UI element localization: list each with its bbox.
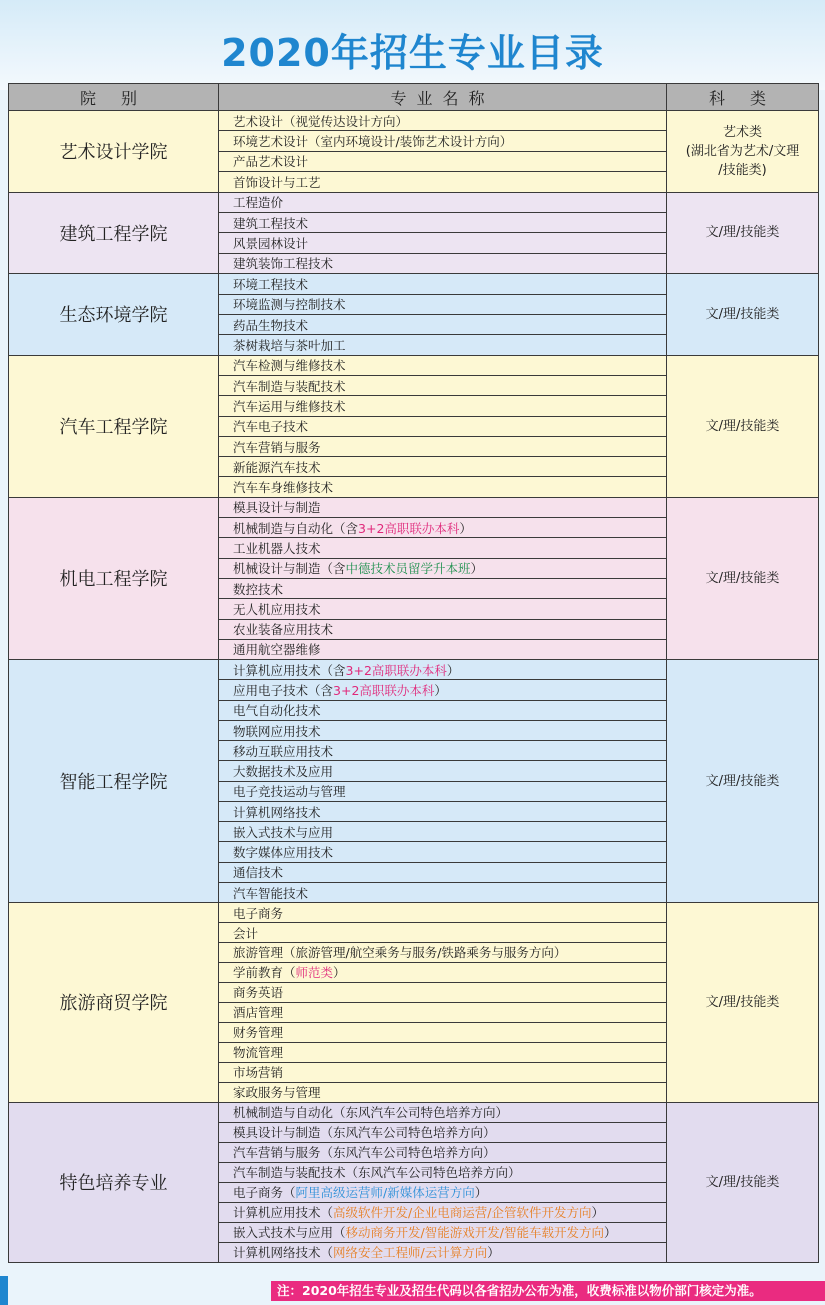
category-line: 文/理/技能类 — [705, 570, 780, 586]
major-name — [219, 1182, 667, 1202]
category-line: /技能类) — [718, 162, 767, 178]
category-line: 文/理/技能类 — [705, 418, 780, 434]
major-text: 应用电子技术（含 — [233, 683, 334, 699]
major-name — [219, 1082, 667, 1102]
major-name — [219, 416, 667, 436]
major-text: 财务管理 — [233, 1025, 284, 1041]
major-name — [219, 274, 667, 294]
table-header-row — [9, 84, 819, 111]
category-cell — [667, 660, 819, 903]
header-major: 专业名称 — [219, 84, 667, 111]
major-text: 农业装备应用技术 — [233, 622, 334, 638]
major-name — [219, 375, 667, 395]
major-text: 计算机网络技术（ — [233, 1245, 334, 1261]
college-name: 生态环境学院 — [9, 274, 219, 356]
major-text: 机械制造与自动化（含 — [233, 520, 359, 536]
major-name — [219, 1202, 667, 1222]
major-text: 嵌入式技术与应用 — [233, 824, 334, 840]
major-text: 产品艺术设计 — [233, 154, 309, 170]
category-line: 文/理/技能类 — [705, 306, 780, 322]
major-suffix: ） — [487, 1245, 500, 1261]
major-name — [219, 578, 667, 598]
major-text: 商务英语 — [233, 985, 284, 1001]
category-line: 文/理/技能类 — [705, 994, 780, 1010]
major-name — [219, 497, 667, 517]
major-text: 汽车电子技术 — [233, 419, 309, 435]
major-text: 汽车智能技术 — [233, 885, 309, 901]
major-name — [219, 233, 667, 253]
major-name — [219, 1142, 667, 1162]
major-suffix: ） — [591, 1205, 604, 1221]
major-text: 计算机应用技术（含 — [233, 662, 346, 678]
major-name — [219, 1162, 667, 1182]
major-text: 汽车运用与维修技术 — [233, 398, 346, 414]
major-name — [219, 842, 667, 862]
major-name — [219, 294, 667, 314]
major-text: 汽车营销与服务 — [233, 439, 321, 455]
major-name — [219, 761, 667, 781]
major-text: 环境监测与控制技术 — [233, 297, 346, 313]
major-name — [219, 477, 667, 497]
major-text: 计算机网络技术 — [233, 804, 321, 820]
major-text: 电子商务（ — [233, 1185, 296, 1201]
major-note: 网络安全工程师/云计算方向 — [333, 1245, 488, 1261]
major-note: 3+2高职联办本科 — [345, 662, 447, 678]
major-text: 移动互联应用技术 — [233, 743, 334, 759]
major-name — [219, 619, 667, 639]
major-text: 环境工程技术 — [233, 276, 309, 292]
major-name — [219, 172, 667, 192]
table-row — [9, 111, 819, 131]
category-line: 文/理/技能类 — [705, 1174, 780, 1190]
major-text: 风景园林设计 — [233, 236, 309, 252]
major-name — [219, 660, 667, 680]
major-name — [219, 720, 667, 740]
major-text: 环境艺术设计（室内环境设计/装饰艺术设计方向） — [233, 134, 513, 150]
corner-decoration — [0, 1276, 8, 1305]
table-row — [9, 497, 819, 517]
major-suffix: ） — [333, 965, 346, 981]
major-text: 数控技术 — [233, 581, 284, 597]
major-note: 阿里高级运营师/新媒体运营方向 — [295, 1185, 475, 1201]
major-text: 大数据技术及应用 — [233, 764, 334, 780]
major-suffix: ） — [603, 1225, 617, 1241]
major-text: 学前教育（ — [233, 965, 296, 981]
major-name — [219, 538, 667, 558]
major-name — [219, 741, 667, 761]
major-text: 药品生物技术 — [233, 317, 309, 333]
major-note: 高级软件开发/企业电商运营/企管软件开发方向 — [333, 1205, 592, 1221]
college-name: 艺术设计学院 — [9, 111, 219, 193]
major-name — [219, 639, 667, 659]
major-text: 汽车车身维修技术 — [233, 480, 334, 496]
major-name — [219, 982, 667, 1002]
major-name — [219, 518, 667, 538]
major-name — [219, 862, 667, 882]
college-name: 旅游商贸学院 — [9, 903, 219, 1102]
major-text: 汽车制造与装配技术 — [233, 378, 346, 394]
major-suffix: ） — [470, 561, 484, 577]
category-cell — [667, 274, 819, 356]
major-text: 工业机器人技术 — [233, 541, 321, 556]
major-name — [219, 457, 667, 477]
major-text: 电子竞技运动与管理 — [233, 784, 346, 800]
major-text: 物流管理 — [233, 1045, 284, 1061]
major-name — [219, 700, 667, 720]
table-row — [9, 1102, 819, 1122]
college-name: 特色培养专业 — [9, 1102, 219, 1262]
major-note: 中德技术员留学升本班 — [345, 561, 471, 577]
major-name — [219, 111, 667, 131]
major-text: 嵌入式技术与应用（ — [233, 1225, 346, 1241]
major-text: 模具设计与制造（东风汽车公司特色培养方向） — [233, 1125, 496, 1141]
major-name — [219, 822, 667, 842]
college-name: 机电工程学院 — [9, 497, 219, 659]
category-cell — [667, 111, 819, 193]
page-title: 2020年招生专业目录 — [221, 31, 604, 75]
major-name — [219, 1222, 667, 1242]
major-name — [219, 192, 667, 212]
major-text: 建筑工程技术 — [233, 215, 309, 231]
major-text: 电气自动化技术 — [233, 703, 321, 719]
major-name — [219, 943, 667, 963]
major-text: 汽车检测与维修技术 — [233, 358, 346, 374]
major-name — [219, 212, 667, 232]
major-name — [219, 1062, 667, 1082]
major-text: 汽车营销与服务（东风汽车公司特色培养方向） — [233, 1145, 496, 1161]
major-text: 通信技术 — [233, 865, 284, 881]
major-text: 艺术设计（视觉传达设计方向） — [233, 113, 409, 129]
major-text: 首饰设计与工艺 — [233, 174, 321, 190]
table-row — [9, 274, 819, 294]
major-name — [219, 396, 667, 416]
major-text: 会计 — [233, 925, 259, 941]
major-text: 旅游管理（旅游管理/航空乘务与服务/铁路乘务与服务方向） — [233, 945, 567, 961]
major-text: 物联网应用技术 — [233, 723, 321, 739]
table-row — [9, 355, 819, 375]
major-name — [219, 436, 667, 456]
major-text: 新能源汽车技术 — [233, 459, 321, 475]
major-text: 模具设计与制造 — [233, 500, 321, 516]
major-text: 数字媒体应用技术 — [233, 845, 334, 861]
category-cell — [667, 903, 819, 1102]
major-name — [219, 151, 667, 171]
table-row — [9, 660, 819, 680]
category-cell — [667, 192, 819, 274]
major-name — [219, 680, 667, 700]
major-name — [219, 1242, 667, 1262]
major-name — [219, 882, 667, 902]
major-name — [219, 253, 667, 273]
major-name — [219, 131, 667, 151]
major-note: 移动商务开发/智能游戏开发/智能车载开发方向 — [345, 1225, 604, 1241]
major-text: 机械设计与制造（含 — [233, 561, 346, 577]
major-text: 工程造价 — [233, 195, 284, 211]
major-text: 电子商务 — [233, 905, 284, 921]
major-text: 茶树栽培与茶叶加工 — [233, 337, 346, 353]
table-row — [9, 903, 819, 923]
category-line: 文/理/技能类 — [705, 773, 780, 789]
major-note: 3+2高职联办本科 — [333, 683, 435, 699]
major-text: 计算机应用技术（ — [233, 1205, 334, 1221]
category-cell — [667, 1102, 819, 1262]
category-line: 艺术类 — [722, 124, 762, 140]
footnote-bar: 注：2020年招生专业及招生代码以各省招办公布为准，收费标准以物价部门核定为准。 — [271, 1281, 825, 1301]
major-name — [219, 903, 667, 923]
college-name: 智能工程学院 — [9, 660, 219, 903]
major-text: 通用航空器维修 — [233, 642, 321, 658]
college-name: 建筑工程学院 — [9, 192, 219, 274]
table-row — [9, 192, 819, 212]
major-text: 市场营销 — [233, 1065, 284, 1081]
major-name — [219, 962, 667, 982]
major-name — [219, 1002, 667, 1022]
college-name: 汽车工程学院 — [9, 355, 219, 497]
major-name — [219, 801, 667, 821]
major-text: 酒店管理 — [233, 1005, 284, 1021]
major-suffix: ） — [474, 1185, 488, 1201]
major-note: 3+2高职联办本科 — [358, 520, 460, 536]
major-name — [219, 781, 667, 801]
header-college: 院 别 — [9, 84, 219, 111]
category-cell — [667, 355, 819, 497]
major-name — [219, 1042, 667, 1062]
major-name — [219, 1022, 667, 1042]
major-name — [219, 599, 667, 619]
major-text: 无人机应用技术 — [233, 601, 321, 617]
major-name — [219, 355, 667, 375]
major-name — [219, 314, 667, 334]
major-name — [219, 558, 667, 578]
major-suffix: ） — [446, 662, 460, 678]
major-name — [219, 1122, 667, 1142]
major-name — [219, 923, 667, 943]
table-body — [9, 111, 819, 1263]
major-name — [219, 335, 667, 355]
category-cell — [667, 497, 819, 659]
major-text: 建筑装饰工程技术 — [233, 256, 334, 272]
major-text: 家政服务与管理 — [233, 1085, 321, 1101]
category-line: 文/理/技能类 — [705, 225, 780, 241]
major-name — [219, 1102, 667, 1122]
major-note: 师范类 — [295, 965, 334, 981]
major-text: 机械制造与自动化（东风汽车公司特色培养方向） — [233, 1105, 509, 1121]
major-suffix: ） — [434, 683, 447, 699]
header-category: 科 类 — [667, 84, 819, 111]
category-line: (湖北省为艺术/文理 — [685, 143, 800, 159]
enrollment-table — [8, 83, 819, 1263]
major-text: 汽车制造与装配技术（东风汽车公司特色培养方向） — [233, 1165, 521, 1181]
major-suffix: ） — [459, 520, 472, 536]
